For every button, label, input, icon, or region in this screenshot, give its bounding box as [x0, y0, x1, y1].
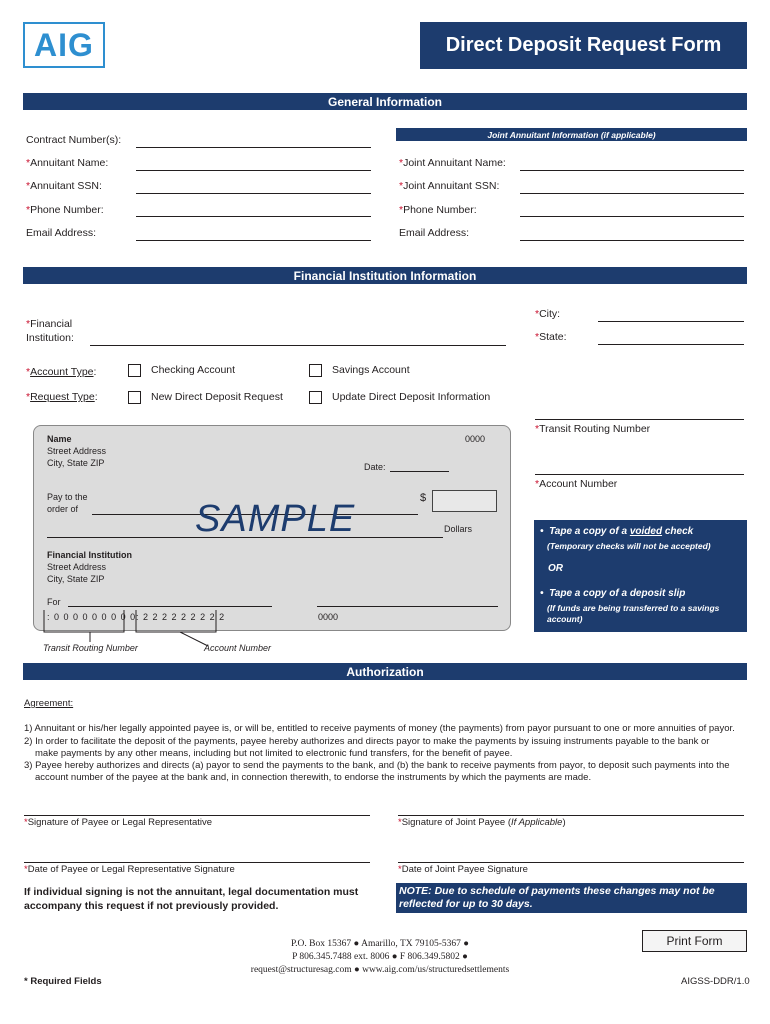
- tape-instructions-box: [534, 520, 747, 632]
- account-number-field[interactable]: [535, 474, 744, 475]
- legal-documentation-note: If individual signing is not the annuitant, legal documentation must accompany this request if not previously provided.: [24, 886, 359, 912]
- micr-check-number: 0000: [318, 612, 339, 622]
- authorization-header: Authorization: [23, 663, 747, 680]
- check-signature-line: [317, 606, 498, 607]
- contact-info: [200, 938, 560, 977]
- required-marker: *: [26, 204, 31, 216]
- city-field[interactable]: [598, 321, 744, 322]
- tape-deposit-note: (If funds are being transferred to a savings account): [547, 603, 720, 624]
- account-number-caption: Account Number: [204, 643, 272, 653]
- joint-phone-field[interactable]: [520, 216, 744, 217]
- financial-institution-header: Financial Institution Information: [23, 267, 747, 284]
- or-label: OR: [548, 563, 563, 574]
- tape-check-note: (Temporary checks will not be accepted): [547, 541, 711, 551]
- joint-date-text: Date of Joint Payee Signature: [401, 864, 528, 875]
- joint-signature-line[interactable]: [398, 815, 744, 816]
- check-city-state: City, State ZIP: [47, 458, 105, 468]
- required-marker: *: [399, 204, 404, 216]
- print-form-button[interactable]: Print Form: [642, 930, 747, 952]
- request-type-text: Request Type: [30, 391, 95, 403]
- colon: :: [93, 366, 97, 378]
- check-name: Name: [47, 434, 72, 444]
- amount-box: [432, 490, 497, 512]
- contact-address: P.O. Box 15367 ● Amarillo, TX 79105-5367 ●: [290, 939, 470, 949]
- annuitant-name-text: Annuitant Name:: [30, 157, 109, 169]
- annuitant-ssn-label: [26, 180, 102, 192]
- annuitant-ssn-field[interactable]: [136, 193, 371, 194]
- check-street: Street Address: [47, 446, 107, 456]
- contract-number-label: Contract Number(s):: [26, 134, 122, 146]
- micr-colon: :: [47, 612, 51, 622]
- tape-deposit-line: • Tape a copy of a deposit slip: [540, 588, 686, 599]
- check-fi-street: Street Address: [47, 562, 107, 572]
- required-fields-note: * Required Fields: [24, 976, 102, 987]
- check-for-label: For: [47, 597, 61, 607]
- required-marker: *: [24, 817, 28, 828]
- required-marker: *: [535, 478, 540, 490]
- city-label: [535, 308, 560, 320]
- pay-to-label-2: order of: [47, 504, 79, 514]
- payee-date-label: [24, 864, 235, 875]
- tape-check-text: Tape a copy of a: [549, 526, 628, 537]
- annuitant-name-label: [26, 157, 108, 169]
- email-label: Email Address:: [26, 227, 97, 239]
- city-text: City:: [539, 308, 561, 320]
- contract-number-field[interactable]: [136, 147, 371, 148]
- update-label: Update Direct Deposit Information: [332, 391, 491, 403]
- institution-label-2: Institution:: [26, 332, 74, 344]
- schedule-note: NOTE: Due to schedule of payments these changes may not be reflected for up to 30 days.: [396, 883, 747, 913]
- general-information-header: General Information: [23, 93, 747, 110]
- dollars-label: Dollars: [444, 524, 473, 534]
- email-field[interactable]: [136, 240, 371, 241]
- joint-email-label: Email Address:: [399, 227, 470, 239]
- contact-phone: P 806.345.7488 ext. 8006 ● F 806.349.5802 ●: [292, 952, 468, 962]
- request-type-label: [26, 391, 98, 403]
- joint-ssn-label: [399, 180, 499, 192]
- colon: :: [94, 391, 98, 403]
- agreement-item-1: 1) Annuitant or his/her legally appointed payee is, or will be, entitled to receive payments of money (the payments) from payor pursuant to one or more annuities of payor.: [24, 723, 735, 734]
- agreement-item-3: 3) Payee hereby authorizes and directs (a) payor to send the payments to the bank, and (b) the bank to receive payments from payor, to deposit such payments into the account number of the payee at the bank and, in connection therewith, to endorse the instruments by which the payments are made.: [24, 760, 730, 783]
- if-applicable-text: If Applicable: [511, 817, 563, 828]
- joint-name-field[interactable]: [520, 170, 744, 171]
- tape-deposit-text: Tape a copy of a deposit slip: [549, 588, 686, 599]
- aig-logo: AIG: [23, 22, 105, 68]
- phone-field[interactable]: [136, 216, 371, 217]
- check-date-label: Date:: [364, 462, 386, 472]
- required-marker: *: [26, 157, 31, 169]
- account-digits: 2 2 2 2 2 2 2 2 2: [143, 612, 226, 622]
- form-code: AIGSS-DDR/1.0: [681, 976, 750, 987]
- tape-check-line: • Tape a copy of a voided check: [540, 526, 694, 537]
- annuitant-ssn-text: Annuitant SSN:: [30, 180, 102, 192]
- check-date-line: [390, 471, 449, 472]
- check-fi-name: Financial Institution: [47, 550, 132, 560]
- voided-word: voided: [629, 526, 663, 537]
- dollar-sign: $: [420, 492, 427, 504]
- required-marker: *: [398, 864, 402, 875]
- payee-signature-text: Signature of Payee or Legal Representative: [27, 817, 213, 828]
- state-text: State:: [539, 331, 567, 343]
- check-fi-city: City, State ZIP: [47, 574, 105, 584]
- phone-label: [26, 204, 104, 216]
- savings-account-checkbox[interactable]: [309, 364, 322, 377]
- institution-label-1: [26, 318, 72, 330]
- required-marker: *: [535, 423, 540, 435]
- form-title: Direct Deposit Request Form: [420, 22, 747, 69]
- account-number-label: [535, 478, 617, 490]
- joint-date-label: [398, 864, 528, 875]
- state-field[interactable]: [598, 344, 744, 345]
- required-marker: *: [24, 864, 28, 875]
- required-marker: *: [26, 180, 31, 192]
- new-request-label: New Direct Deposit Request: [151, 391, 283, 403]
- pay-to-label-1: Pay to the: [47, 492, 88, 502]
- agreement-label: Agreement:: [24, 698, 74, 709]
- transit-routing-field[interactable]: [535, 419, 744, 420]
- savings-account-label: Savings Account: [332, 364, 410, 376]
- update-checkbox[interactable]: [309, 391, 322, 404]
- institution-text-1: Financial: [30, 318, 73, 330]
- transit-routing-text: Transit Routing Number: [539, 423, 651, 435]
- transit-routing-caption: Transit Routing Number: [43, 643, 138, 653]
- joint-ssn-field[interactable]: [520, 193, 744, 194]
- joint-phone-text: Phone Number:: [403, 204, 477, 216]
- amount-words-line: [47, 537, 443, 538]
- account-type-text: Account Type: [30, 366, 94, 378]
- institution-field[interactable]: [90, 345, 506, 346]
- required-marker: *: [399, 180, 404, 192]
- contact-web: request@structuresag.com ● www.aig.com/us/structuredsettlements: [250, 965, 510, 975]
- joint-email-field[interactable]: [520, 240, 744, 241]
- paren-close: ): [562, 817, 566, 828]
- joint-name-label: [399, 157, 506, 169]
- required-marker: *: [535, 331, 540, 343]
- payee-signature-line[interactable]: [24, 815, 370, 816]
- agreement-item-2: 2) In order to facilitate the deposit of the payments, payee hereby authorizes and directs payor to make the payments by issuing instruments payable to the bank or make payments by any other means, including but not limited to electronic fund transfers, for the benefit of payee.: [24, 736, 710, 759]
- phone-text: Phone Number:: [30, 204, 104, 216]
- checking-account-checkbox[interactable]: [128, 364, 141, 377]
- micr-colon: :: [136, 612, 140, 622]
- annuitant-name-field[interactable]: [136, 170, 371, 171]
- required-marker: *: [26, 366, 31, 378]
- new-request-checkbox[interactable]: [128, 391, 141, 404]
- joint-name-text: Joint Annuitant Name:: [403, 157, 506, 169]
- checking-account-label: Checking Account: [151, 364, 236, 376]
- payee-date-line[interactable]: [24, 862, 370, 863]
- required-marker: *: [535, 308, 540, 320]
- routing-digits: 0 0 0 0 0 0 0 0 0: [54, 612, 137, 622]
- joint-date-line[interactable]: [398, 862, 744, 863]
- required-marker: *: [26, 318, 31, 330]
- account-type-label: [26, 366, 96, 378]
- joint-phone-label: [399, 204, 477, 216]
- joint-signature-label: [398, 817, 566, 828]
- required-marker: *: [26, 391, 31, 403]
- joint-signature-text: Signature of Joint Payee (: [401, 817, 512, 828]
- joint-ssn-text: Joint Annuitant SSN:: [403, 180, 500, 192]
- joint-annuitant-header: Joint Annuitant Information (if applicable): [396, 128, 747, 141]
- check-number: 0000: [465, 434, 486, 444]
- required-marker: *: [398, 817, 402, 828]
- payee-signature-label: [24, 817, 212, 828]
- account-number-text: Account Number: [539, 478, 618, 490]
- transit-routing-label: [535, 423, 650, 435]
- payee-date-text: Date of Payee or Legal Representative Signature: [27, 864, 235, 875]
- sample-watermark: SAMPLE: [195, 498, 356, 540]
- required-marker: *: [399, 157, 404, 169]
- state-label: [535, 331, 567, 343]
- tape-check-suffix: check: [664, 526, 694, 537]
